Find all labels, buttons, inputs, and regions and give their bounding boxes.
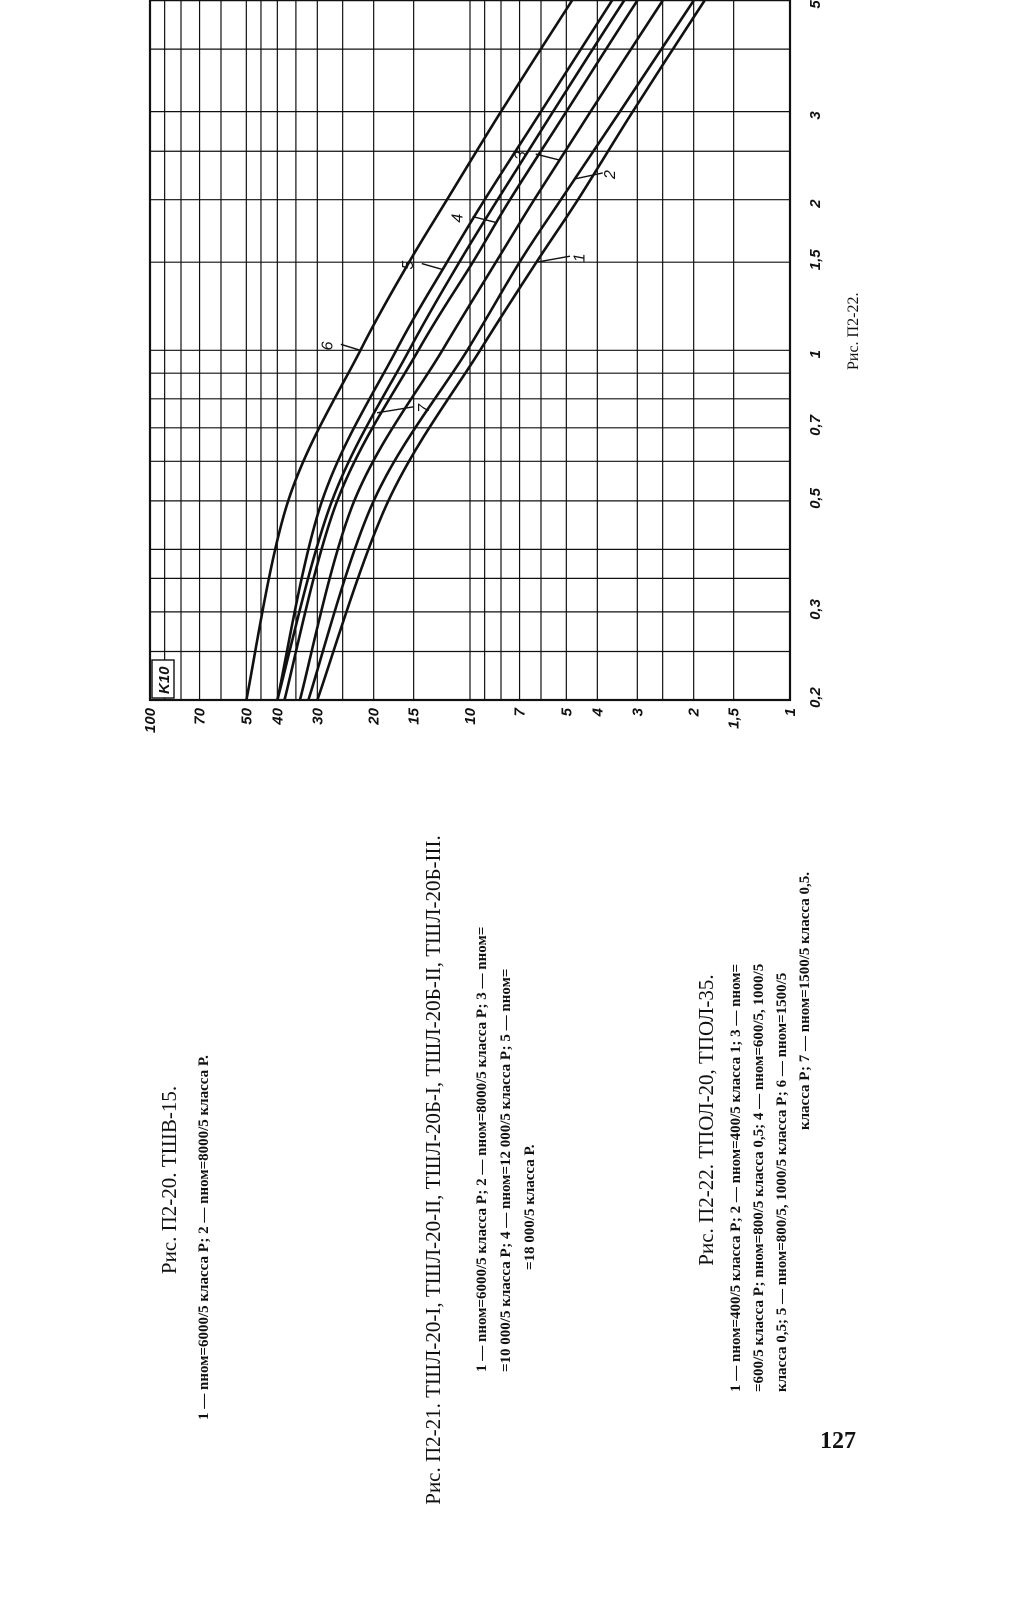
curve-label-4: 4 bbox=[449, 213, 467, 223]
caption-line: =18 000/5 класса Р. bbox=[522, 1144, 538, 1270]
caption-fig-p2-20 bbox=[157, 1055, 212, 1420]
chart-fig-p2-22 bbox=[142, 0, 862, 733]
y-tick-label: 5 bbox=[558, 708, 576, 717]
y-tick-label: 100 bbox=[142, 708, 159, 734]
caption-line: класса Р; 7 — nном=1500/5 класса 0,5. bbox=[797, 872, 813, 1130]
y-tick-label: 30 bbox=[309, 708, 327, 725]
curve-label-3: 3 bbox=[512, 151, 530, 161]
y-tick-label: 3 bbox=[629, 708, 647, 717]
caption-title: Рис. П2-22. ТПОЛ-20, ТПОЛ-35. bbox=[694, 974, 718, 1266]
y-tick-label: 1,5 bbox=[725, 708, 743, 729]
caption-fig-p2-22 bbox=[694, 872, 813, 1392]
x-tick-label: 0,5 bbox=[807, 488, 824, 509]
caption-line: =600/5 класса Р; nном=800/5 класса 0,5; 4 — nном=600/5, 1000/5 bbox=[751, 963, 767, 1392]
ylabel: K10 bbox=[156, 666, 173, 694]
caption-line: 1 — nном=6000/5 класса Р; 2 — nном=8000/5 класса Р; 3 — nном= bbox=[474, 926, 490, 1372]
curve-label-6: 6 bbox=[319, 341, 337, 351]
y-tick-label: 70 bbox=[191, 708, 209, 725]
x-tick-label: 0,7 bbox=[807, 414, 824, 436]
caption-fig-p2-21 bbox=[421, 835, 538, 1504]
y-tick-label: 10 bbox=[462, 708, 479, 725]
x-tick-label: 0,2 bbox=[807, 687, 824, 708]
page-number: 127 bbox=[820, 1428, 856, 1454]
caption-line: =10 000/5 класса Р; 4 — nном=12 000/5 класса Р; 5 — nном= bbox=[498, 968, 514, 1372]
x-tick-label: 1,5 bbox=[807, 249, 824, 271]
x-tick-label: 0,3 bbox=[807, 599, 824, 620]
curve-label-5: 5 bbox=[399, 260, 417, 270]
x-tick-label: 3 bbox=[807, 111, 824, 120]
curve-label-7: 7 bbox=[416, 403, 434, 413]
curve-leader-6 bbox=[341, 344, 361, 350]
x-tick-labels bbox=[807, 0, 824, 708]
y-tick-label: 15 bbox=[405, 708, 423, 725]
x-tick-label: 2 bbox=[807, 199, 824, 208]
caption-title: Рис. П2-21. ТШЛ-20-I, ТШЛ-20-II, ТШЛ-20Б-I, ТШЛ-20Б-II, ТШЛ-20Б-III. bbox=[421, 835, 445, 1505]
y-tick-label: 20 bbox=[365, 708, 383, 725]
y-tick-label: 2 bbox=[685, 708, 703, 717]
caption-title: Рис. П2-20. ТШВ-15. bbox=[157, 1085, 181, 1275]
caption-line: 1 — nном=6000/5 класса Р; 2 — nном=8000/5 класса Р. bbox=[196, 1055, 212, 1420]
x-tick-label: 1 bbox=[807, 349, 824, 359]
caption-line: 1 — nном=400/5 класса Р; 2 — nном=400/5 класса 1; 3 — nном= bbox=[728, 963, 744, 1392]
y-tick-label: 1 bbox=[782, 708, 799, 717]
chart-figure-label: Рис. П2-22. bbox=[845, 292, 862, 370]
x-tick-label: 5 bbox=[807, 0, 824, 9]
curve-label-1: 1 bbox=[571, 253, 589, 263]
captions bbox=[157, 835, 813, 1504]
caption-line: класса 0,5; 5 — nном=800/5, 1000/5 класса Р; 6 — nном=1500/5 bbox=[774, 972, 790, 1392]
curve-label-2: 2 bbox=[601, 170, 619, 179]
y-tick-labels bbox=[142, 707, 799, 733]
y-tick-label: 50 bbox=[238, 708, 256, 725]
y-tick-label: 40 bbox=[269, 708, 287, 725]
curve-leader-3 bbox=[536, 154, 560, 160]
y-tick-label: 4 bbox=[589, 708, 607, 717]
curve-leader-5 bbox=[422, 264, 443, 270]
y-tick-label: 7 bbox=[511, 708, 529, 717]
